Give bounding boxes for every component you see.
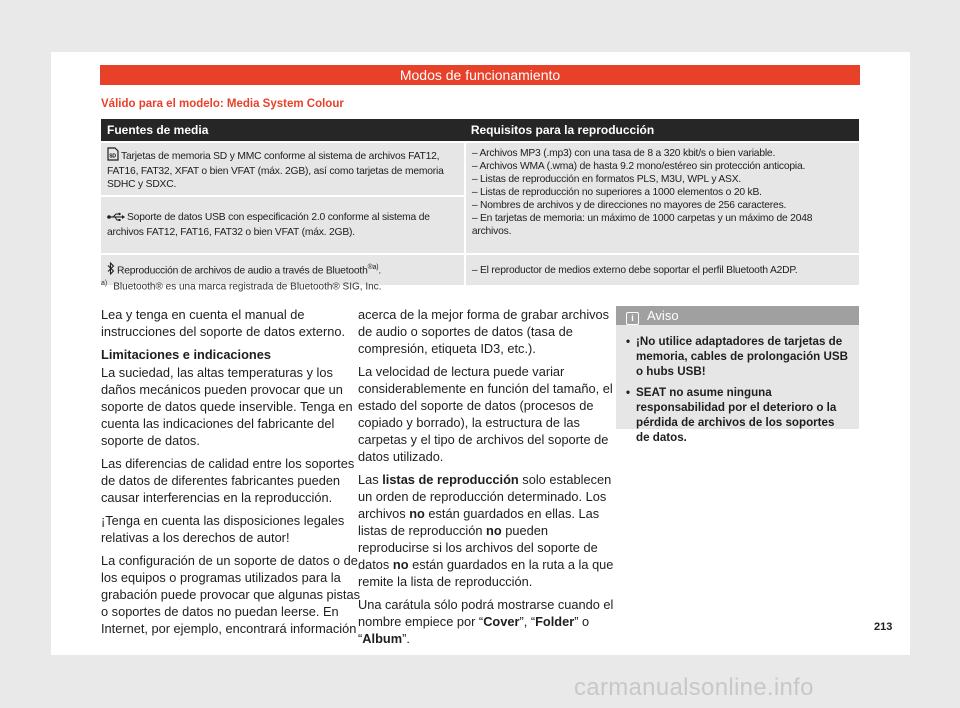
source-cell-usb: Soporte de datos USB con especificación 2.0 conforme al sistema de archivos FAT12, FAT16, FAT32 o bien VFAT (máx. 2GB).: [101, 196, 465, 254]
source-cell-bluetooth: Reproducción de archivos de audio a través de Bluetooth$^{®a)}$.: [101, 254, 465, 285]
media-sources-table: [101, 119, 859, 285]
table-header-row: [101, 119, 859, 142]
col-header-sources: Fuentes de media: [101, 119, 465, 142]
requirement-line: – Archivos MP3 (.mp3) con una tasa de 8 a 320 kbit/s o bien variable.: [471, 148, 776, 159]
notice-list: [616, 334, 859, 445]
notice-header: [616, 306, 859, 325]
paragraph: ¡Tenga en cuenta las disposiciones legales relativas a los derechos de autor!: [101, 513, 345, 545]
notice-item: • SEAT no asume ninguna responsabilidad por el deterioro o la pérdida de archivos de los soportes de datos.: [626, 385, 851, 445]
paragraph: Lea y tenga en cuenta el manual de instrucciones del soporte de datos externo.: [101, 307, 345, 339]
table-row: [101, 142, 859, 196]
requirement-line: – En tarjetas de memoria: un máximo de 1000 carpetas y un máximo de 2048 archivos.: [471, 213, 813, 237]
watermark: carmanualsonline.info: [574, 674, 814, 701]
usb-icon: [107, 212, 125, 226]
col-header-requirements: Requisitos para la reproducción: [465, 119, 859, 142]
svg-text:SD: SD: [109, 153, 116, 160]
notice-item: • ¡No utilice adaptadores de tarjetas de memoria, cables de prolongación USB o hubs USB!: [626, 334, 851, 379]
source-cell-sd: SD Tarjetas de memoria SD y MMC conforme al sistema de archivos FAT12, FAT16, FAT32, XFAT o bien VFAT (máx. 2GB), así como tarjetas de memoria SDHC y SDXC.: [101, 142, 465, 196]
text-column-left: [101, 306, 361, 643]
requirement-line: – Listas de reproducción no superiores a 1000 elementos o 20 kB.: [471, 187, 762, 198]
requirements-cell: [465, 142, 859, 254]
page-number: 213: [874, 621, 893, 633]
paragraph: acerca de la mejor forma de grabar archivos de audio o soportes de datos (tasa de compresión, etiqueta ID3, etc.).: [358, 307, 610, 356]
paragraph: Las diferencias de calidad entre los soportes de datos de diferentes fabricantes pueden causar interferencias en la reproducción.: [101, 456, 355, 505]
valid-model-note: Válido para el modelo: Media System Colour: [101, 98, 344, 110]
info-icon: i: [626, 312, 639, 325]
section-heading: Limitaciones e indicaciones: [101, 347, 271, 362]
paragraph: La configuración de un soporte de datos o de los equipos o programas utilizados para la grabación puede provocar que algunas pistas o soportes de datos no puedan leerse. En Internet, por ejemplo, encontrará información: [101, 553, 360, 636]
paragraph: La velocidad de lectura puede variar considerablemente en función del tamaño, el estado del soporte de datos (procesos de copiado y borrado), la estructura de las carpetas y el tipo de archivos del soporte de datos utilizado.: [358, 364, 613, 464]
notice-title: Aviso: [647, 308, 679, 323]
paragraph-playlists: Las listas de reproducción solo establecen un orden de reproducción determinado. Los archivos no están guardados en ellas. Las listas de reproducción no pueden reproducirse si los archivos del soporte de datos no están guardados en la ruta a la que remite la lista de reproducción.: [358, 472, 614, 589]
requirement-line: – Listas de reproducción en formatos PLS, M3U, WPL y ASX.: [471, 174, 742, 185]
section-header: Modos de funcionamiento: [100, 65, 860, 85]
notice-box: [616, 306, 859, 444]
text-column-middle: [358, 306, 618, 653]
bluetooth-icon: [107, 262, 115, 279]
paragraph-cover: Una carátula sólo podrá mostrarse cuando el nombre empiece por “Cover”, “Folder” o “Album”.: [358, 597, 614, 646]
paragraph: La suciedad, las altas temperaturas y los daños mecánicos pueden provocar que un soporte de datos quede inservible. Tenga en cuenta las indicaciones del fabricante del soporte de datos.: [101, 365, 353, 448]
requirement-line: – Nombres de archivos y de direcciones no mayores de 256 caracteres.: [471, 200, 787, 211]
requirement-cell-bluetooth: – El reproductor de medios externo debe soportar el perfil Bluetooth A2DP.: [465, 254, 859, 285]
sd-card-icon: [107, 147, 119, 165]
footnote: $^{a)}$ Bluetooth® es una marca registrada de Bluetooth® SIG, Inc.: [101, 280, 382, 293]
manual-page: [51, 52, 910, 655]
requirement-line: – Archivos WMA (.wma) de hasta 9.2 mono/estéreo sin protección anticopia.: [471, 161, 806, 172]
